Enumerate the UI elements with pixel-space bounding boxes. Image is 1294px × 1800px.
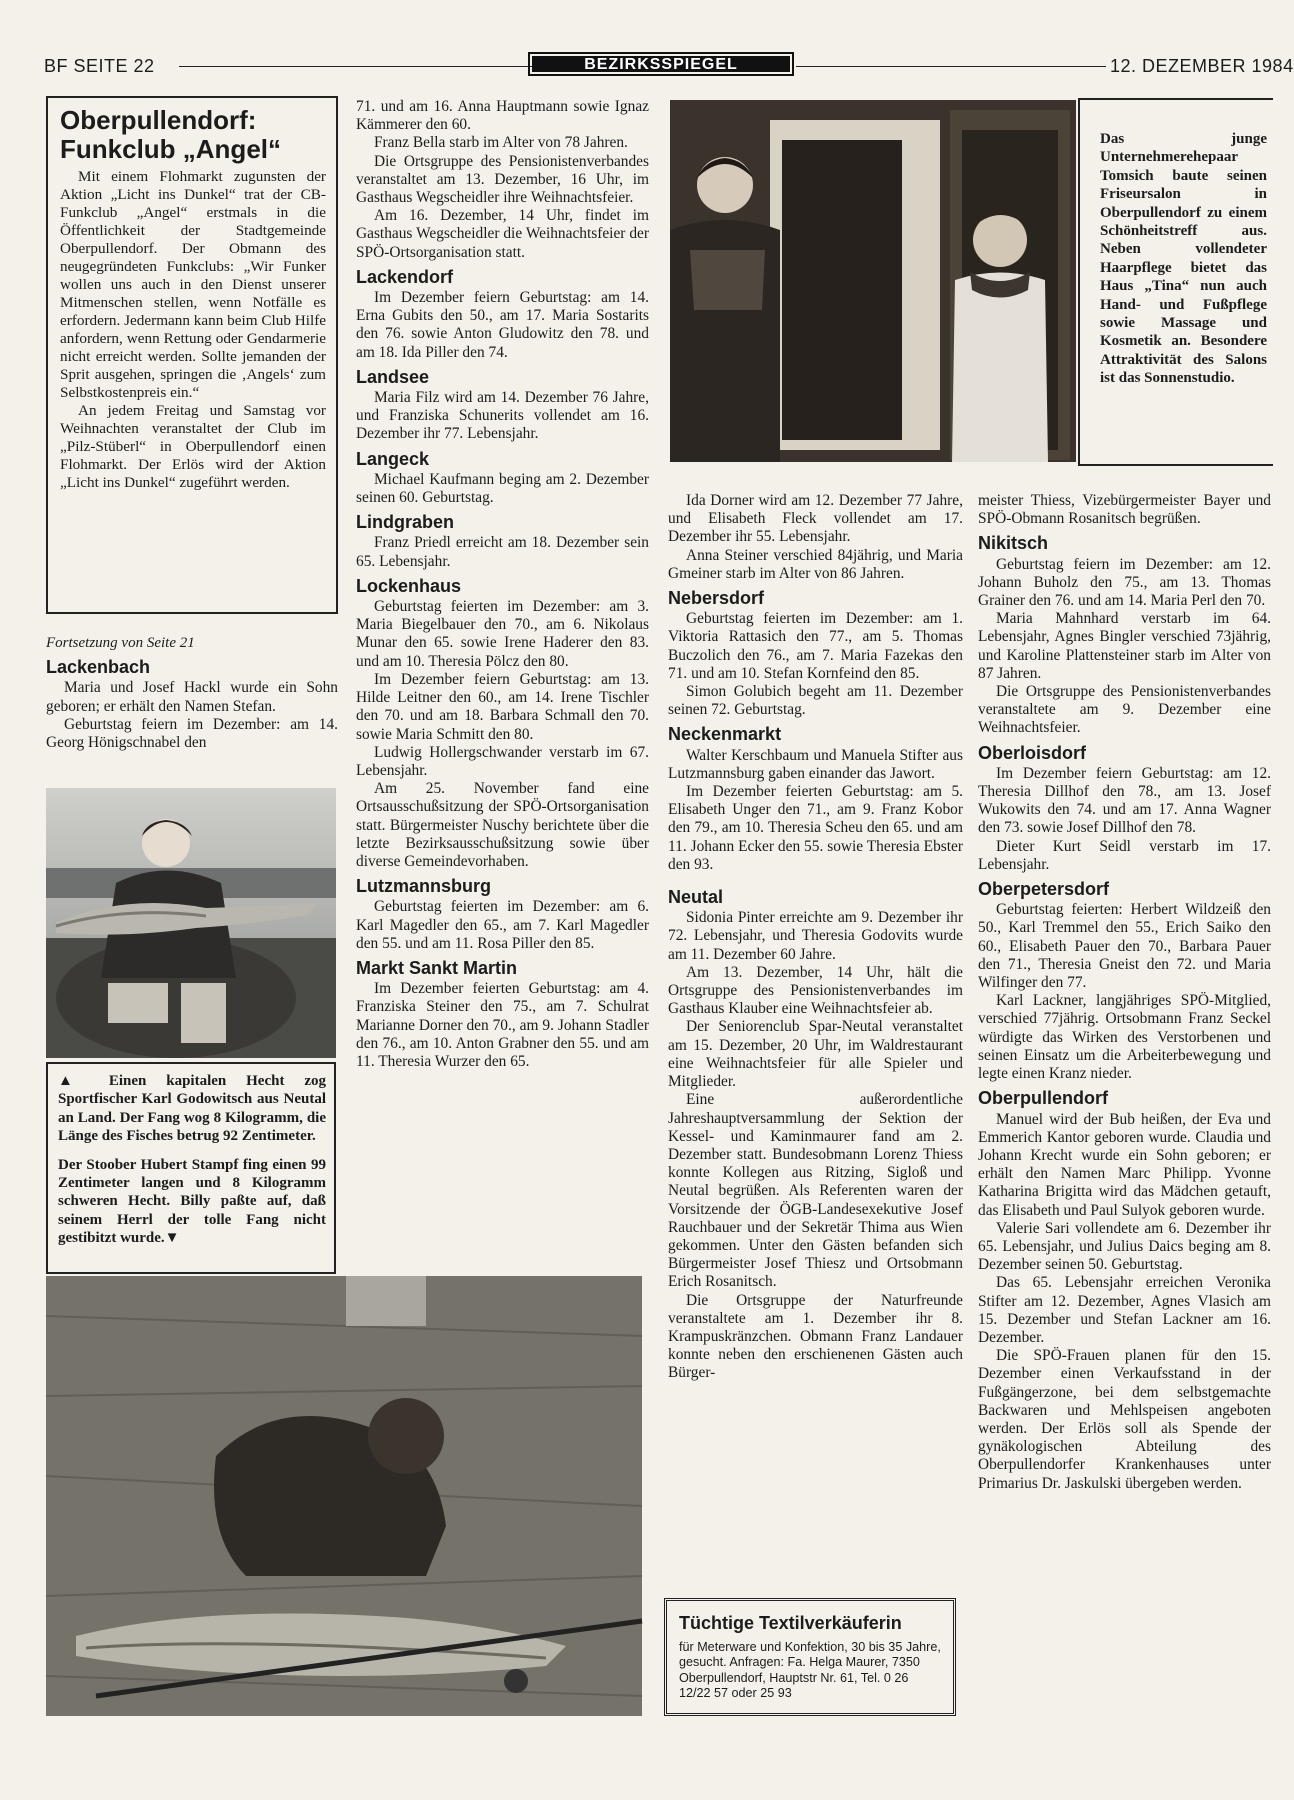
page-number: BF SEITE 22 [44,56,155,76]
column-2 [356,98,649,1071]
section-heading-langeck: Langeck [356,448,430,469]
header-rule-left [179,66,567,67]
article-paragraph: Dieter Kurt Seidl verstarb im 17. Lebensjahr. [978,837,1271,873]
caption-paragraph: Der Stoober Hubert Stampf fing einen 99 Zentimeter langen und 8 Kilogramm schweren Hecht. Billy paßte auf, daß seinem Herrl der tolle Fang nicht gestibitzt wurde.▼ [58,1156,326,1247]
section-heading-lindgraben: Lindgraben [356,512,454,533]
article-paragraph: Karl Lackner, langjähriges SPÖ-Mitglied, verschied 77jährig. Ortsobmann Franz Seckel würdigte das Wirken des Verstorbenen und seinen Einsatz um die Arbeiterbewegung und legte einen Kranz nieder. [978,992,1271,1083]
angler-pike-photo [46,788,336,1058]
classified-ad [664,1598,956,1716]
article-paragraph: Ludwig Hollergschwander verstarb im 67. Lebensjahr. [356,743,649,779]
article-paragraph: Im Dezember feiern Geburtstag: am 13. Hilde Leitner den 60., am 14. Irene Tischler den 70. und am 18. Barbara Schmall den 70. sowie Maria Schmitt den 80. [356,670,649,743]
funkclub-headline: Oberpullendorf: Funkclub „Angel“ [60,105,281,164]
article-paragraph: Die Ortsgruppe der Naturfreunde veranstaltete am 1. Dezember ihr 8. Krampuskränzchen. Obmann Franz Landauer konnte neben den erschienenen Gästen auch Bürger- [668,1291,963,1382]
article-paragraph: Maria Mahnhard verstarb im 64. Lebensjahr, Agnes Bingler verschied 73jährig, und Karoline Plattensteiner starb im Alter von 87 Jahren. [978,610,1271,682]
article-paragraph: Manuel wird der Bub heißen, der Eva und Emmerich Kantor geboren wurde. Claudia und Johann Krecht wurde ein Sohn geboren; er erhält den Namen Marc Philipp. Yvonne Katharina Brigitta wird das Mädchen getauft, das Elisabeth und Paul Sulyok geboren wurde. [978,1110,1271,1219]
article-paragraph: 71. und am 16. Anna Hauptmann sowie Ignaz Kämmerer den 60. [356,98,649,134]
section-banner [528,52,794,76]
article-paragraph: Die Ortsgruppe des Pensionistenverbandes veranstaltet am 13. Dezember, 16 Uhr, im Gasthaus Wegscheidler ihre Weihnachtsfeier. [356,152,649,207]
page-header [44,52,1294,80]
article-paragraph: Im Dezember feierten Geburtstag: am 5. Elisabeth Unger den 71., am 9. Franz Kobor den 79., am 10. Theresia Scheu den 65. und am 11. Johann Ecker den 55. sowie Theresia Ebster den 93. [668,783,963,873]
article-paragraph: Geburtstag feierten: Herbert Wildzeiß den 50., Karl Tremmel den 55., Erich Saiko den 60., Elisabeth Pauer den 70., Barbara Pauer den 71., Theresia Gneist den 72. und Maria Wilfinger den 77. [978,901,1271,992]
column-1 [46,628,338,752]
caption-paragraph: ▲ Einen kapitalen Hecht zog Sportfischer Karl Godowitsch aus Neutal an Land. Der Fang wog 8 Kilogramm, die Länge des Fisches betrug 92 Zentimeter. [58,1073,326,1145]
article-paragraph: Franz Bella starb im Alter von 78 Jahren. [374,134,628,152]
ad-body: für Meterware und Konfektion, 30 bis 35 Jahre, gesucht. Anfragen: Fa. Helga Maurer, 7350 Oberpullendorf, Hauptstr Nr. 61, Tel. 0 26 12/22 57 oder 25 93 [679,1640,941,1701]
section-heading-lutzmannsburg: Lutzmannsburg [356,876,491,897]
caption-paragraph: Das junge Unternehmerehepaar Tomsich baute seinen Friseursalon in Oberpullendorf zu einem Schönheitstreff aus. Neben vollendeter Haarpflege bietet das Haus „Tina“ nun auch Hand- und Fußpflege sowie Massage und Kosmetik an. Besondere Attraktivität des Salons ist das Sonnenstudio. [1100,131,1267,387]
article-paragraph: Michael Kaufmann beging am 2. Dezember seinen 60. Geburtstag. [356,470,649,507]
continuation-note: Fortsetzung von Seite 21 [46,635,195,651]
article-paragraph: Geburtstag feierten im Dezember: am 1. Viktoria Rattasich den 77., am 5. Thomas Buczolich den 76., am 7. Maria Fazekas den 71. und am 10. Stefan Kornfeind den 85. [668,610,963,682]
funkclub-paragraph: Mit einem Flohmarkt zugunsten der Aktion „Licht ins Dunkel“ trat der CB-Funkclub „Angel“ erstmals in die Öffentlichkeit der Stadtgemeinde Oberpullendorf. Der Obmann des neugegründeten Funkclubs: „Wir Funker wollen uns auch in den Dienst unserer Mitmenschen stellen, wenn Notfälle es erfordern. Jedermann kann beim Club Hilfe anfordern, wenn Rettung oder Gendarmerie nicht erreicht werden. Sollte jemanden der Sprit ausgehen, springen die ‚Angels‘ zum Selbstkostenpreis ein.“ [60,168,326,401]
section-heading-lackendorf: Lackendorf [356,266,454,287]
article-paragraph: Sidonia Pinter erreichte am 9. Dezember ihr 72. Lebensjahr, und Theresia Godovits wurde am 11. Dezember 60 Jahre. [668,909,963,963]
section-heading-lackenbach: Lackenbach [46,657,151,678]
article-paragraph: Der Seniorenclub Spar-Neutal veranstaltet am 15. Dezember, 20 Uhr, im Waldrestaurant eine Weihnachtsfeier für alle Spieler und Mitglieder. [668,1018,963,1091]
article-paragraph: Am 16. Dezember, 14 Uhr, findet im Gasthaus Wegscheidler die Weihnachtsfeier der SPÖ-Ortsorganisation statt. [356,207,649,261]
article-paragraph: Geburtstag feierten im Dezember: am 6. Karl Magedler den 65., am 7. Karl Magedler den 55. und am 11. Rosa Piller den 85. [356,898,649,952]
article-paragraph: Geburtstag feiern im Dezember: am 14. Georg Hönigschnabel den [46,715,338,752]
article-paragraph: Walter Kerschbaum und Manuela Stifter aus Lutzmannsburg gaben einander das Jawort. [668,746,963,782]
article-paragraph: Die SPÖ-Frauen planen für den 15. Dezember einen Verkaufsstand in der Fußgängerzone, bei dem selbstgemachte Backwaren und Mehlspeisen angeboten werden. Der Erlös soll als Spende der gynäkologischen Abteilung des Oberpullendorfer Krankenhauses unter Primarius Dr. Jaskulski übergeben werden. [978,1347,1271,1492]
article-paragraph: Am 25. November fand eine Ortsausschußsitzung der SPÖ-Ortsorganisation statt. Bürgermeister Nuschy berichtete über die letzte Bezirksausschußsitzung sowie über diverse Gemeindevorhaben. [356,780,649,870]
section-title: BEZIRKSSPIEGEL [532,56,790,72]
article-paragraph: Valerie Sari vollendete am 6. Dezember ihr 65. Lebensjahr, und Julius Daics beging am 8. Dezember seinen 50. Geburtstag. [978,1219,1271,1274]
section-heading-markt-sankt-martin: Markt Sankt Martin [356,957,518,978]
section-heading-oberpetersdorf: Oberpetersdorf [978,879,1110,900]
dog-pike-photo [46,1276,642,1716]
article-paragraph: Im Dezember feiern Geburtstag: am 14. Erna Gubits den 50., am 17. Maria Sostarits den 76. sowie Anton Gludowitz den 78. und am 18. Ida Piller den 74. [356,289,649,361]
funkclub-article-box [46,96,338,614]
section-heading-nikitsch: Nikitsch [978,533,1049,554]
article-paragraph: Franz Priedl erreicht am 18. Dezember sein 65. Lebensjahr. [356,534,649,570]
header-rule-right [796,66,1106,67]
section-heading-landsee: Landsee [356,366,430,387]
section-heading-oberloisdorf: Oberloisdorf [978,742,1087,763]
article-paragraph: Die Ortsgruppe des Pensionistenverbandes veranstaltete am 9. Dezember eine Weihnachtsfeier. [978,683,1271,737]
salon-couple-photo [670,100,1076,462]
pike-photo-caption [46,1062,336,1274]
article-paragraph: Das 65. Lebensjahr erreichen Veronika Stifter am 12. Dezember, Agnes Vlasich am 15. Dezember und Stefan Lackner am 16. Dezember. [978,1274,1271,1346]
article-paragraph: Maria und Josef Hackl wurde ein Sohn geboren; er erhält den Namen Stefan. [46,679,338,715]
article-paragraph: Geburtstag feiern im Dezember: am 12. Johann Buholz den 75., am 13. Thomas Grainer den 76. und am 14. Maria Perl den 70. [978,555,1271,610]
article-paragraph: Anna Steiner verschied 84jährig, und Maria Gmeiner starb im Alter von 86 Jahren. [668,546,963,582]
article-paragraph: Am 13. Dezember, 14 Uhr, hält die Ortsgruppe des Pensionistenverbandes im Gasthaus Klauber eine Weihnachtsfeier ab. [668,963,963,1018]
section-heading-lockenhaus: Lockenhaus [356,575,462,596]
article-paragraph: Im Dezember feiern Geburtstag: am 12. Theresia Dillhof den 78., am 13. Josef Wukowits den 74. und am 17. Anna Wagner den 73. sowie Josef Dillhof den 78. [978,764,1271,837]
article-paragraph: Maria Filz wird am 14. Dezember 76 Jahre, und Franziska Schunerits vollendet am 16. Dezember ihr 77. Lebensjahr. [356,389,649,443]
section-heading-nebersdorf: Nebersdorf [668,588,765,609]
article-paragraph: Ida Dorner wird am 12. Dezember 77 Jahre, und Elisabeth Fleck vollendet am 17. Dezember ihr 55. Lebensjahr. [668,492,963,546]
article-paragraph: meister Thiess, Vizebürgermeister Bayer und SPÖ-Obmann Rosanitsch begrüßen. [978,492,1271,528]
column-3 [668,492,963,1383]
article-paragraph: Im Dezember feierten Geburtstag: am 4. Franziska Steiner den 75., am 7. Schulrat Marianne Dorner den 70., am 9. Johann Stadler den 76., am 10. Anton Grabner den 55. und am 11. Theresia Wurzer den 65. [356,980,649,1070]
issue-date: 12. DEZEMBER 1984 [1110,56,1294,76]
ad-title: Tüchtige Textilverkäuferin [679,1613,902,1633]
section-heading-neutal: Neutal [668,887,724,908]
column-4 [978,492,1271,1493]
article-paragraph: Geburtstag feierten im Dezember: am 3. Maria Biegelbauer den 70., am 6. Nikolaus Munar den 65. sowie Irene Haderer den 83. und am 10. Theresia Pölcz den 80. [356,598,649,670]
section-heading-neckenmarkt: Neckenmarkt [668,724,782,745]
section-heading-oberpullendorf: Oberpullendorf [978,1088,1108,1109]
salon-photo-caption [1078,98,1273,466]
article-paragraph: Eine außerordentliche Jahreshauptversammlung der Sektion der Kessel- und Kaminmaurer fand am 2. Dezember statt. Bundesobmann Lorenz Thiess konnte Kollegen aus Ritzing, Sigloß und Neutal begrüßen. Als Referenten waren der Vorsitzende der ÖGB-Landesexekutive Josef Rauchbauer und der Sekretär Thima aus Wien gekommen. Unter den Gästen befanden sich Bürgermeister Josef Thiesz und Ortsobmann Erich Rosanitsch. [668,1091,963,1291]
funkclub-paragraph: An jedem Freitag und Samstag vor Weihnachten veranstaltet der Club im „Pilz-Stüberl“ in Oberpullendorf einen Flohmarkt. Der Erlös wird der Aktion „Licht ins Dunkel“ zugeführt werden. [60,402,326,491]
article-paragraph: Simon Golubich begeht am 11. Dezember seinen 72. Geburtstag. [668,683,963,719]
